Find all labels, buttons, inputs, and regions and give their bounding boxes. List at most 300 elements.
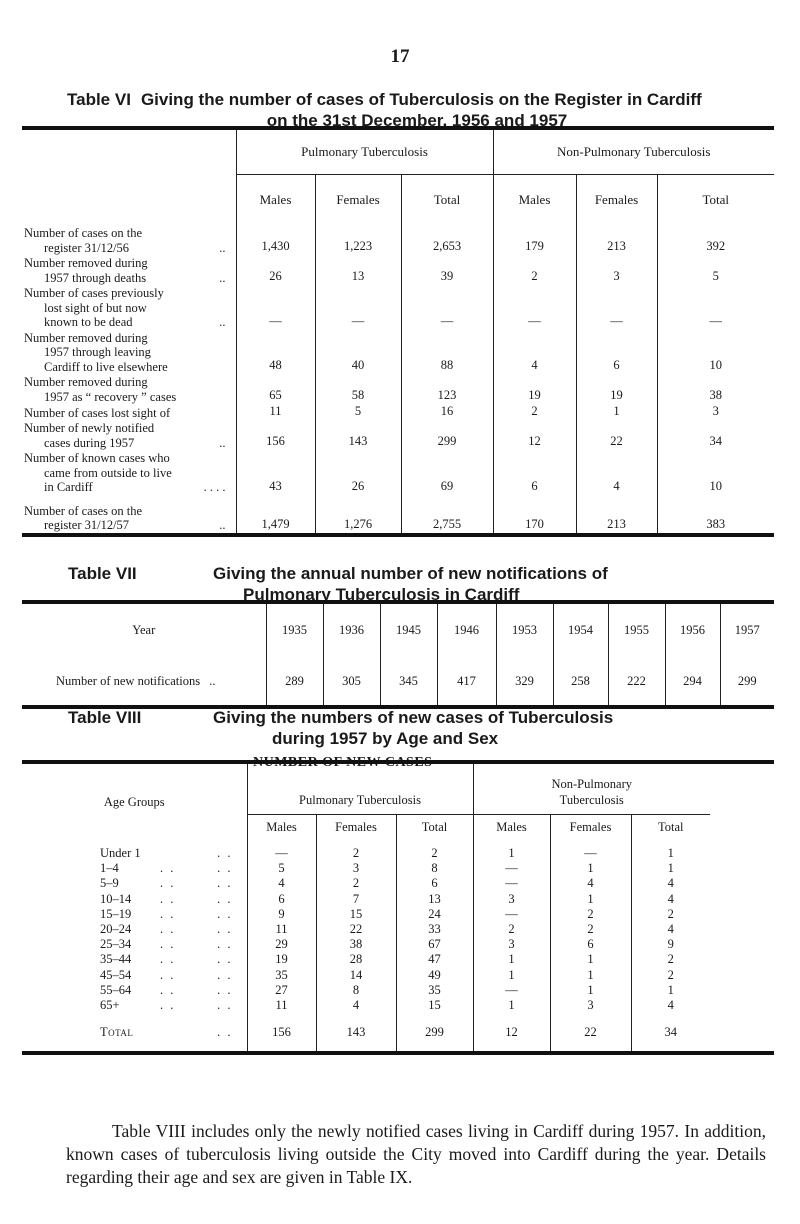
table-7-title-line-2: Pulmonary Tuberculosis in Cardiff — [243, 585, 520, 604]
table-6-title-line-2: on the 31st December, 1956 and 1957 — [266, 111, 568, 130]
table-6-row-label-line: Cardiff to live elsewhere — [44, 359, 168, 374]
table-8-age-dots: . . — [160, 891, 176, 906]
table-6-cell: 4 — [493, 330, 576, 375]
table-8-cell: 4 — [316, 998, 396, 1013]
table-8-cell: 1 — [550, 968, 631, 983]
table-8-age-wrap — [100, 846, 243, 861]
table-7-row-label — [22, 657, 266, 707]
table-8-cell: 9 — [631, 937, 710, 952]
table-6-row-dots: .. — [219, 315, 226, 329]
table-8-cell: 9 — [247, 907, 316, 922]
table-8-cell: 1 — [550, 892, 631, 907]
table-6-row-dots: . . . . — [203, 480, 226, 494]
table-6-cell: 5 — [657, 255, 774, 285]
table-6-cell: 3 — [657, 404, 774, 420]
table-6-cell: 179 — [493, 225, 576, 255]
table-8-group-non-pulmonary-line-1: Non-Pulmonary — [551, 776, 633, 791]
table-8-age-dots: . . — [160, 937, 176, 952]
table-7-value: 258 — [553, 657, 608, 707]
table-8-cell: 6 — [550, 937, 631, 952]
table-8-age-dots-right: . . — [217, 982, 233, 997]
table-6-heading — [67, 89, 767, 131]
table-8-subtitle: NUMBER OF NEW CASES — [253, 755, 433, 770]
table-8-cell: — — [473, 876, 550, 891]
table-8-age-wrap — [100, 907, 243, 922]
table-6-cell: 26 — [236, 255, 315, 285]
table-8-age — [22, 968, 247, 983]
table-8-cell: 7 — [316, 892, 396, 907]
table-7-year: 1945 — [380, 602, 437, 657]
table-6-row-label-line: lost sight of but now — [44, 300, 147, 315]
table-8-row — [22, 876, 774, 891]
table-8-row — [22, 998, 774, 1013]
table-7-title-line-1: Giving the annual number of new notifications of — [213, 564, 608, 583]
table-8-cell: — — [473, 907, 550, 922]
table-6-cell: 5 — [315, 404, 401, 420]
table-8-col-header: Females — [316, 814, 396, 840]
table-8-row — [22, 846, 774, 861]
table-7-year: 1954 — [553, 602, 608, 657]
table-6-cell: 383 — [657, 495, 774, 535]
table-6-cell: 123 — [401, 374, 493, 404]
table-6-row — [22, 225, 774, 255]
table-6-row-label-text: known to be dead — [44, 315, 133, 329]
table-6-cell: 1,223 — [315, 225, 401, 255]
table-6-label: Table VI — [67, 90, 131, 109]
table-8 — [22, 760, 774, 1055]
table-6-cell: — — [657, 285, 774, 330]
table-8-note: Table VIII includes only the newly notified cases living in Cardiff during 1957. In addition, known cases of tuberculosis living outside the City moved into Cardiff during the year. Details regarding their age and sex are given in Table IX. — [66, 1120, 766, 1187]
table-6-row-label — [22, 420, 236, 450]
table-6-row — [22, 285, 774, 330]
table-8-row — [22, 922, 774, 937]
table-8-age — [22, 861, 247, 876]
table-6-cell: 13 — [315, 255, 401, 285]
table-6-row-label-line — [24, 241, 232, 256]
table-6-cell: 1,430 — [236, 225, 315, 255]
table-6-cell: 1 — [576, 404, 657, 420]
table-8-age-dots: . . — [160, 876, 176, 891]
table-6-cell: 6 — [493, 450, 576, 495]
table-8-age-label: 20–24 — [100, 922, 132, 937]
table-6-row — [22, 420, 774, 450]
table-7-year: 1946 — [437, 602, 496, 657]
table-7-value: 329 — [496, 657, 553, 707]
table-6-cell: 392 — [657, 225, 774, 255]
table-6-cell: 213 — [576, 495, 657, 535]
table-8-age-label: 35–44 — [100, 952, 132, 967]
table-6-row-label-line: 1957 through leaving — [44, 345, 151, 359]
table-8-age-dots: . . — [160, 952, 176, 967]
table-8-cell: 19 — [247, 952, 316, 967]
table-8-age-header: Age Groups — [103, 794, 165, 809]
table-6-cell: 22 — [576, 420, 657, 450]
table-6-group-pulmonary: Pulmonary Tuberculosis — [236, 128, 493, 174]
table-6-row — [22, 495, 774, 535]
table-8-age-dots: . . — [160, 906, 176, 921]
table-7-heading — [68, 563, 708, 605]
table-8-total-dots: . . — [217, 1024, 233, 1039]
table-8-age-wrap — [100, 892, 243, 907]
table-8-col-header: Total — [396, 814, 473, 840]
table-8-age-dots: . . — [160, 982, 176, 997]
table-6-cell: 143 — [315, 420, 401, 450]
table-8-age-wrap — [100, 998, 243, 1013]
table-8-cell: 15 — [396, 998, 473, 1013]
table-6-corner — [22, 128, 236, 174]
table-6-group-non-pulmonary: Non-Pulmonary Tuberculosis — [493, 128, 774, 174]
table-7-label: Table VII — [68, 564, 137, 583]
table-6-row — [22, 450, 774, 495]
table-6-row-dots: .. — [219, 270, 226, 285]
table-8-cell: 2 — [316, 876, 396, 891]
table-6-row — [22, 404, 774, 420]
table-8-total-wrap — [100, 1025, 243, 1040]
table-6-row-label-line — [24, 315, 232, 330]
table-8-cell: 49 — [396, 968, 473, 983]
table-6-cell: 26 — [315, 450, 401, 495]
table-6-cell: 65 — [236, 374, 315, 404]
table-8-age-label: Under 1 — [100, 846, 141, 861]
table-8-cell: 2 — [631, 952, 710, 967]
table-6-cell: 12 — [493, 420, 576, 450]
table-6-row — [22, 255, 774, 285]
table-6-row-dots: .. — [219, 518, 226, 532]
table-6-row-label-line: Number of cases on the — [24, 226, 143, 240]
table-8-col-header: Females — [550, 814, 631, 840]
table-6-cell: 38 — [657, 374, 774, 404]
table-8-row — [22, 937, 774, 952]
table-8-row — [22, 861, 774, 876]
table-8-age — [22, 876, 247, 891]
table-8-cell: 11 — [247, 922, 316, 937]
table-8-age-dots-right: . . — [217, 937, 233, 952]
table-7-value: 299 — [720, 657, 774, 707]
table-8-cell: 2 — [396, 846, 473, 861]
table-8-age-wrap — [100, 937, 243, 952]
table-7-value: 222 — [608, 657, 665, 707]
table-6-col-header: Males — [493, 174, 576, 225]
table-6-cell: 34 — [657, 420, 774, 450]
table-6-cell: 156 — [236, 420, 315, 450]
table-8-age — [22, 937, 247, 952]
table-6-cell: 2,755 — [401, 495, 493, 535]
table-8-age — [22, 892, 247, 907]
table-8-age — [22, 952, 247, 967]
table-6-cell: — — [236, 285, 315, 330]
table-6-cell: 4 — [576, 450, 657, 495]
table-8-cell: 28 — [316, 952, 396, 967]
table-8-margin — [710, 762, 774, 840]
table-8-age-dots: . . — [160, 861, 176, 876]
table-8-col-header: Males — [247, 814, 316, 840]
table-8-row — [22, 892, 774, 907]
table-7-value: 294 — [665, 657, 720, 707]
table-8-age-label: 65+ — [100, 997, 120, 1012]
table-6-row-label-text: 1957 through deaths — [44, 270, 147, 285]
table-8-cell: — — [473, 983, 550, 998]
table-8-cell: 1 — [473, 968, 550, 983]
table-8-cell: — — [550, 846, 631, 861]
table-8-cell: 35 — [396, 983, 473, 998]
table-8-age — [22, 907, 247, 922]
table-6-row-label-line — [24, 271, 232, 286]
table-6-col-header: Females — [315, 174, 401, 225]
table-8-cell: 4 — [550, 876, 631, 891]
table-8-title-line-1: Giving the numbers of new cases of Tuberculosis — [213, 708, 614, 727]
table-8-cell: — — [473, 861, 550, 876]
table-6-cell: 2,653 — [401, 225, 493, 255]
table-8-cell: 4 — [631, 876, 710, 891]
table-8-cell: — — [247, 846, 316, 861]
table-8-cell: 15 — [316, 907, 396, 922]
table-8-age-label: 1–4 — [100, 861, 119, 876]
table-8-age-wrap — [100, 952, 243, 967]
table-8-cell: 4 — [247, 876, 316, 891]
table-6-cell: 2 — [493, 255, 576, 285]
table-7-year: 1936 — [323, 602, 380, 657]
table-8-total-cell: 22 — [550, 1013, 631, 1053]
table-6-row-label-line: Number of cases previously — [24, 286, 164, 300]
table-6-row-label — [22, 404, 236, 420]
table-8-cell: 14 — [316, 968, 396, 983]
table-6-row-label-line: Number removed during — [24, 256, 148, 270]
table-8-cell: 1 — [631, 983, 710, 998]
table-6-cell: 43 — [236, 450, 315, 495]
table-8-age-wrap — [100, 922, 243, 937]
table-6-col-header: Males — [236, 174, 315, 225]
table-8-age — [22, 846, 247, 861]
table-8-cell: 47 — [396, 952, 473, 967]
table-7-value: 289 — [266, 657, 323, 707]
table-6-row-label-line: Number removed during — [24, 375, 148, 389]
table-7-value: 417 — [437, 657, 496, 707]
table-8-cell: 13 — [396, 892, 473, 907]
table-6-cell: — — [576, 285, 657, 330]
table-8-age — [22, 922, 247, 937]
table-8-cell: 1 — [631, 861, 710, 876]
table-8-age-dots: . . — [160, 922, 176, 937]
table-6-row-label — [22, 225, 236, 255]
table-8-row — [22, 952, 774, 967]
table-8-cell: 1 — [550, 983, 631, 998]
table-6-cell: 299 — [401, 420, 493, 450]
table-6-cell: 48 — [236, 330, 315, 375]
table-8-age — [22, 998, 247, 1013]
table-7-year-label: Year — [132, 623, 156, 637]
table-8-cell: 33 — [396, 922, 473, 937]
table-6-row-label — [22, 330, 236, 375]
table-6-cell: — — [401, 285, 493, 330]
table-6-cell: 19 — [493, 374, 576, 404]
table-6-corner-2 — [22, 174, 236, 225]
table-8-cell: 1 — [473, 998, 550, 1013]
table-8-age-dots-right: . . — [217, 952, 233, 967]
table-8-age-dots-right: . . — [217, 876, 233, 891]
table-6-row-dots: .. — [219, 435, 226, 450]
table-7-year: 1957 — [720, 602, 774, 657]
table-6-row-label-line — [24, 436, 232, 451]
table-6-row-label — [22, 255, 236, 285]
table-8-col-header: Males — [473, 814, 550, 840]
table-8-age-label: 10–14 — [100, 891, 132, 906]
table-8-age-wrap — [100, 983, 243, 998]
table-8-cell: 11 — [247, 998, 316, 1013]
table-8-label: Table VIII — [68, 708, 142, 727]
table-8-age-label: 45–54 — [100, 967, 132, 982]
table-8-cell: 67 — [396, 937, 473, 952]
table-6-row-label-line: 1957 as “ recovery ” cases — [44, 389, 177, 404]
table-6-cell: 16 — [401, 404, 493, 420]
table-6-cell: 170 — [493, 495, 576, 535]
table-8-cell: 6 — [396, 876, 473, 891]
table-6-row-label-line — [24, 518, 232, 533]
table-8-cell: 2 — [473, 922, 550, 937]
table-6-cell: 58 — [315, 374, 401, 404]
table-8-cell: 24 — [396, 907, 473, 922]
table-8-cell: 3 — [473, 892, 550, 907]
table-6-row-dots: .. — [219, 240, 226, 255]
table-6-cell: 1,276 — [315, 495, 401, 535]
table-8-age-label: 55–64 — [100, 982, 132, 997]
table-6-row-label — [22, 374, 236, 404]
table-8-cell: 1 — [550, 952, 631, 967]
table-6-cell: 10 — [657, 450, 774, 495]
table-8-cell: 1 — [550, 861, 631, 876]
table-6-cell: 40 — [315, 330, 401, 375]
table-8-total-cell: 156 — [247, 1013, 316, 1053]
table-6-cell: — — [493, 285, 576, 330]
table-6-row-label-line: Number of known cases who — [24, 451, 170, 465]
table-8-cell: 38 — [316, 937, 396, 952]
table-6-cell: 11 — [236, 404, 315, 420]
table-6-cell: — — [315, 285, 401, 330]
table-6-cell: 88 — [401, 330, 493, 375]
table-6-row-label-text: register 31/12/57 — [44, 518, 130, 532]
table-8-cell: 22 — [316, 922, 396, 937]
table-8-cell: 2 — [316, 846, 396, 861]
table-6-row-label-text: in Cardiff — [44, 480, 93, 494]
table-6-row — [22, 374, 774, 404]
table-8-group-pulmonary: Pulmonary Tuberculosis — [247, 762, 473, 814]
table-6-cell: 6 — [576, 330, 657, 375]
table-6-row-label-line — [24, 480, 232, 495]
table-8-total-cell: 143 — [316, 1013, 396, 1053]
table-6-row-label — [22, 285, 236, 330]
table-6-row-label-line: came from outside to live — [44, 465, 172, 480]
table-6-row-label — [22, 450, 236, 495]
table-8-cell: 2 — [631, 907, 710, 922]
table-8-age-label: 5–9 — [100, 876, 119, 891]
table-8-age-dots-right: . . — [217, 997, 233, 1012]
table-8-total-row — [22, 1013, 774, 1053]
table-7-value: 345 — [380, 657, 437, 707]
table-8-cell: 4 — [631, 998, 710, 1013]
table-8-age-dots-right: . . — [217, 891, 233, 906]
table-6-col-header: Total — [401, 174, 493, 225]
table-8-cell: 8 — [316, 983, 396, 998]
table-8-age — [22, 983, 247, 998]
table-6-row-label-line: Number of cases lost sight of — [24, 405, 171, 420]
table-6-row-label-text: cases during 1957 — [44, 435, 135, 450]
table-6-row-label-text: register 31/12/56 — [44, 240, 130, 255]
table-8-cell: 27 — [247, 983, 316, 998]
table-8-cell: 1 — [473, 952, 550, 967]
table-8-cell: 6 — [247, 892, 316, 907]
table-8-cell: 2 — [550, 922, 631, 937]
table-8-age-wrap — [100, 968, 243, 983]
table-8-cell: 2 — [550, 907, 631, 922]
table-8-age-dots-right: . . — [217, 922, 233, 937]
table-8-age-dots: . . — [160, 997, 176, 1012]
table-6-row-label-line: Number of newly notified — [24, 421, 155, 435]
table-8-cell: 2 — [631, 968, 710, 983]
table-8-total-cell: 12 — [473, 1013, 550, 1053]
table-8-total-cell: 34 — [631, 1013, 710, 1053]
table-8-group-non-pulmonary-line-2: Tuberculosis — [559, 792, 624, 807]
table-8-cell: 5 — [247, 861, 316, 876]
table-8-cell: 3 — [316, 861, 396, 876]
table-8-total-cell: 299 — [396, 1013, 473, 1053]
table-8-age-dots-right: . . — [217, 861, 233, 876]
table-8-age-dots-right: . . — [217, 846, 233, 861]
table-8-col-header: Total — [631, 814, 710, 840]
table-8-cell: 8 — [396, 861, 473, 876]
table-7-row-dots: .. — [209, 673, 216, 688]
table-8-age-wrap — [100, 876, 243, 891]
table-8-age-label: 25–34 — [100, 937, 132, 952]
table-6-row-label-line: Number of cases on the — [24, 503, 143, 518]
table-8-cell: 29 — [247, 937, 316, 952]
table-6-col-header: Total — [657, 174, 774, 225]
table-7-year: 1955 — [608, 602, 665, 657]
table-7 — [22, 600, 774, 709]
table-8-cell: 35 — [247, 968, 316, 983]
table-8-age-wrap — [100, 861, 243, 876]
table-8-cell: 1 — [631, 846, 710, 861]
table-7-row-label-text: Number of new notifications — [56, 673, 201, 688]
table-7-year: 1935 — [266, 602, 323, 657]
table-6-cell: 69 — [401, 450, 493, 495]
table-6-cell: 213 — [576, 225, 657, 255]
table-8-age-label: 15–19 — [100, 906, 132, 921]
table-8-row — [22, 983, 774, 998]
table-8-row — [22, 907, 774, 922]
table-6-cell: 39 — [401, 255, 493, 285]
table-6-col-header: Females — [576, 174, 657, 225]
table-8-age-dots: . . — [160, 967, 176, 982]
table-7-year: 1956 — [665, 602, 720, 657]
table-8-cell: 1 — [473, 846, 550, 861]
table-7-year: 1953 — [496, 602, 553, 657]
table-8-cell: 3 — [550, 998, 631, 1013]
table-6 — [22, 126, 774, 537]
table-8-age-dots-right: . . — [217, 967, 233, 982]
table-6-cell: 19 — [576, 374, 657, 404]
table-8-cell: 3 — [473, 937, 550, 952]
table-8-cell: 4 — [631, 922, 710, 937]
table-8-age-dots-right: . . — [217, 906, 233, 921]
table-8-title-line-2: during 1957 by Age and Sex — [272, 729, 499, 748]
table-8-total-label-cell — [22, 1013, 247, 1053]
table-6-cell: 10 — [657, 330, 774, 375]
table-6-row-label-line: Number removed during — [24, 330, 148, 345]
table-6-cell: 1,479 — [236, 495, 315, 535]
table-6-row — [22, 330, 774, 375]
table-8-total-label: Total — [100, 1024, 134, 1039]
table-6-cell: 3 — [576, 255, 657, 285]
table-6-cell: 2 — [493, 404, 576, 420]
